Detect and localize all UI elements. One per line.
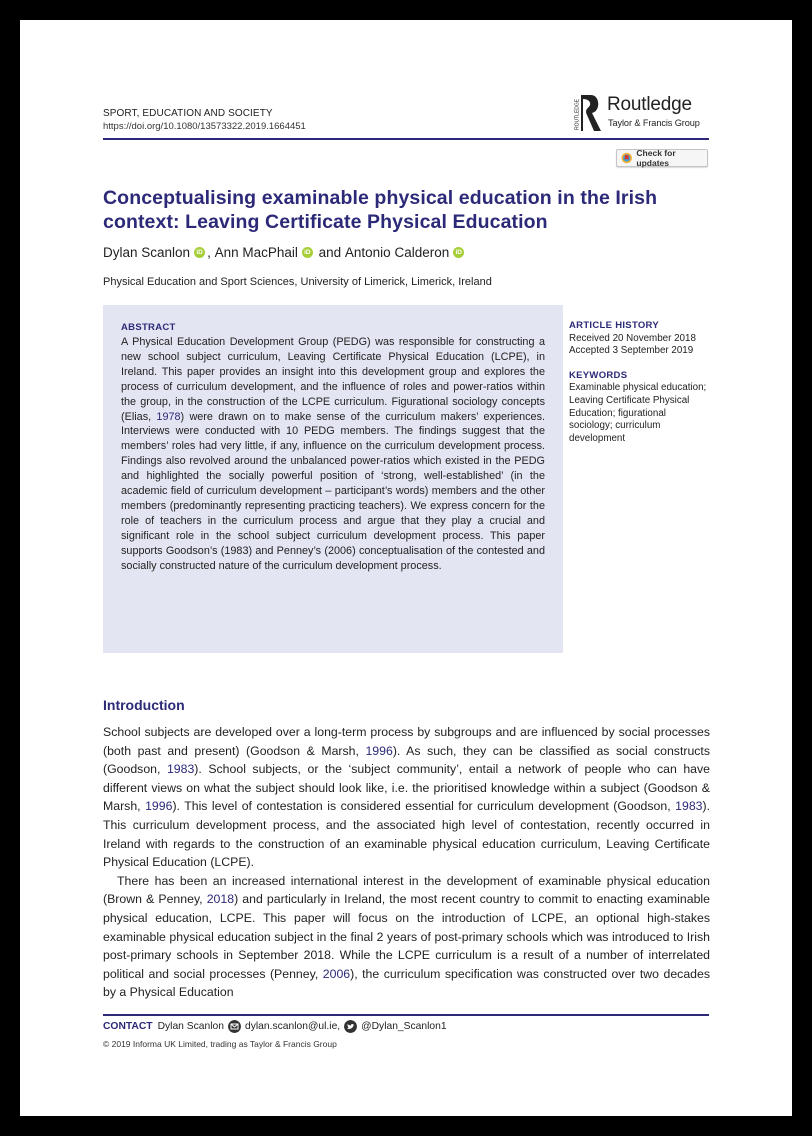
contact-name: Dylan Scanlon <box>157 1021 224 1032</box>
orcid-icon[interactable]: iD <box>453 247 464 258</box>
contact-line <box>103 1020 447 1033</box>
contact-label: CONTACT <box>103 1021 153 1032</box>
orcid-icon[interactable]: iD <box>302 247 313 258</box>
article-sidebar <box>569 320 719 445</box>
received-date: Received 20 November 2018 <box>569 332 696 344</box>
affiliation: Physical Education and Sport Sciences, University of Limerick, Limerick, Ireland <box>103 276 492 288</box>
contact-twitter[interactable]: @Dylan_Scanlon1 <box>361 1021 447 1032</box>
citation-link[interactable]: 1978 <box>156 410 181 423</box>
check-for-updates-button[interactable] <box>616 149 708 167</box>
section-heading-introduction: Introduction <box>103 697 185 713</box>
article-page <box>20 20 792 1116</box>
orcid-icon[interactable]: iD <box>194 247 205 258</box>
header-rule <box>103 138 709 140</box>
abstract-text-part: ) were drawn on to make sense of the curriculum makers’ experiences. Interviews were conducted with 10 PEDG members. The findings suggest that the members’ roles had very little, if any, influence on the curriculum development process. Findings also revolved around the unbalanced power-ratios which existed in the PEDG and highlighted the socially powerful position of ‘strong, well-established’ (in the academic field of curriculum development – participant’s words) members and the other members (predominantly representing practicing teachers). We express concern for the role of teachers in the curriculum process and argue that they play a crucial and significant role in the school subject curriculum development process. This paper supports Goodson’s (1983) and Penney’s (2006) conceptualisation of the contested and socially constructed nature of the curriculum development process. <box>121 410 546 572</box>
paragraph-text: School subjects are developed over a long-term process by subgroups and are influenced by social processes (both past and present) (Goodson & Marsh, <box>103 725 710 758</box>
author-separator: , <box>207 245 215 260</box>
footer-rule <box>103 1014 709 1016</box>
abstract-heading: ABSTRACT <box>121 322 176 333</box>
author-name[interactable]: Dylan Scanlon <box>103 245 191 260</box>
publisher-group: Taylor & Francis Group <box>608 118 700 128</box>
author-separator: and <box>314 245 345 260</box>
contact-email[interactable]: dylan.scanlon@ul.ie, <box>244 1021 341 1032</box>
twitter-icon <box>344 1020 357 1033</box>
body-paragraph <box>103 872 710 1002</box>
email-icon <box>228 1020 241 1033</box>
article-history-heading: ARTICLE HISTORY <box>569 320 660 331</box>
accepted-date: Accepted 3 September 2019 <box>569 345 694 357</box>
publisher-name: Routledge <box>607 94 692 115</box>
article-title: Conceptualising examinable physical education in the Irish context: Leaving Certificate Physical Education <box>103 187 658 233</box>
paragraph-text: ). This level of contestation is considered essential for curriculum development (Goodson, <box>172 799 676 814</box>
paragraph-text: ). This curriculum development process, and the associated high level of contestation, recently occurred in Ireland with regards to the construction of an examinable physical education curriculum, Leaving Certificate Physical Education (LCPE). <box>103 799 711 870</box>
citation-link[interactable]: 1983 <box>166 762 195 777</box>
logo-vertical-text: ROUTLEDGE <box>574 98 581 130</box>
journal-name: SPORT, EDUCATION AND SOCIETY <box>103 108 273 119</box>
paragraph-text: ) and particularly in Ireland, the most recent country to commit to enacting examinable physical education, LCPE. This paper will focus on the introduction of LCPE, an optional high-stakes examinable physical education subject in the final 2 years of post-primary schools which was introduced to Irish post-primary schools in September 2018. While the LCPE curriculum is a result of a number of interrelated political and social processes (Penney, <box>103 892 710 981</box>
citation-link[interactable]: 1996 <box>145 799 173 814</box>
doi-link[interactable]: https://doi.org/10.1080/13573322.2019.1664451 <box>103 121 306 132</box>
author-list <box>103 245 466 260</box>
paragraph-text: ). As such, they can be classified as social constructs (Goodson, <box>103 743 711 777</box>
abstract-text <box>121 335 545 574</box>
check-for-updates-label: Check for updates <box>636 148 676 168</box>
citation-link[interactable]: 1996 <box>365 743 393 758</box>
keywords-list: Examinable physical education; Leaving Certificate Physical Education; figurational sociology; curriculum development <box>569 382 707 444</box>
routledge-r-logo-icon <box>573 93 603 133</box>
citation-link[interactable]: 2018 <box>206 892 235 907</box>
citation-link[interactable]: 2006 <box>322 966 351 981</box>
abstract-text-part: A Physical Education Development Group (PEDG) was responsible for constructing a new school subject curriculum, Leaving Certificate Physical Education (LCPE), in Ireland. This paper provides an insight into this development group and explores the process of curriculum development, and the influence of roles and power-ratios within the group, in the construction of the LCPE curriculum. Figurational sociology concepts (Elias, <box>121 336 545 423</box>
paragraph-text: ). School subjects, or the ‘subject community’, entail a network of people who can have different views on what the subject should look like, i.e. the prioritised knowledge within a subject (Goodson & Marsh, <box>103 762 710 814</box>
keywords-heading: KEYWORDS <box>569 369 628 381</box>
introduction-body <box>103 723 710 1002</box>
author-name[interactable]: Antonio Calderon <box>344 245 450 260</box>
citation-link[interactable]: 1983 <box>675 799 703 814</box>
crossmark-icon <box>621 152 632 164</box>
copyright-notice: © 2019 Informa UK Limited, trading as Taylor & Francis Group <box>103 1039 337 1049</box>
paragraph-text: There has been an increased international interest in the development of examinable physical education (Brown & Penney, <box>103 873 710 907</box>
author-name[interactable]: Ann MacPhail <box>214 245 298 260</box>
body-paragraph <box>103 723 710 872</box>
paragraph-text: ), the curriculum specification was constructed over two decades by a Physical Education <box>103 966 710 1000</box>
abstract-box <box>103 305 563 653</box>
publisher-logo <box>573 93 713 135</box>
